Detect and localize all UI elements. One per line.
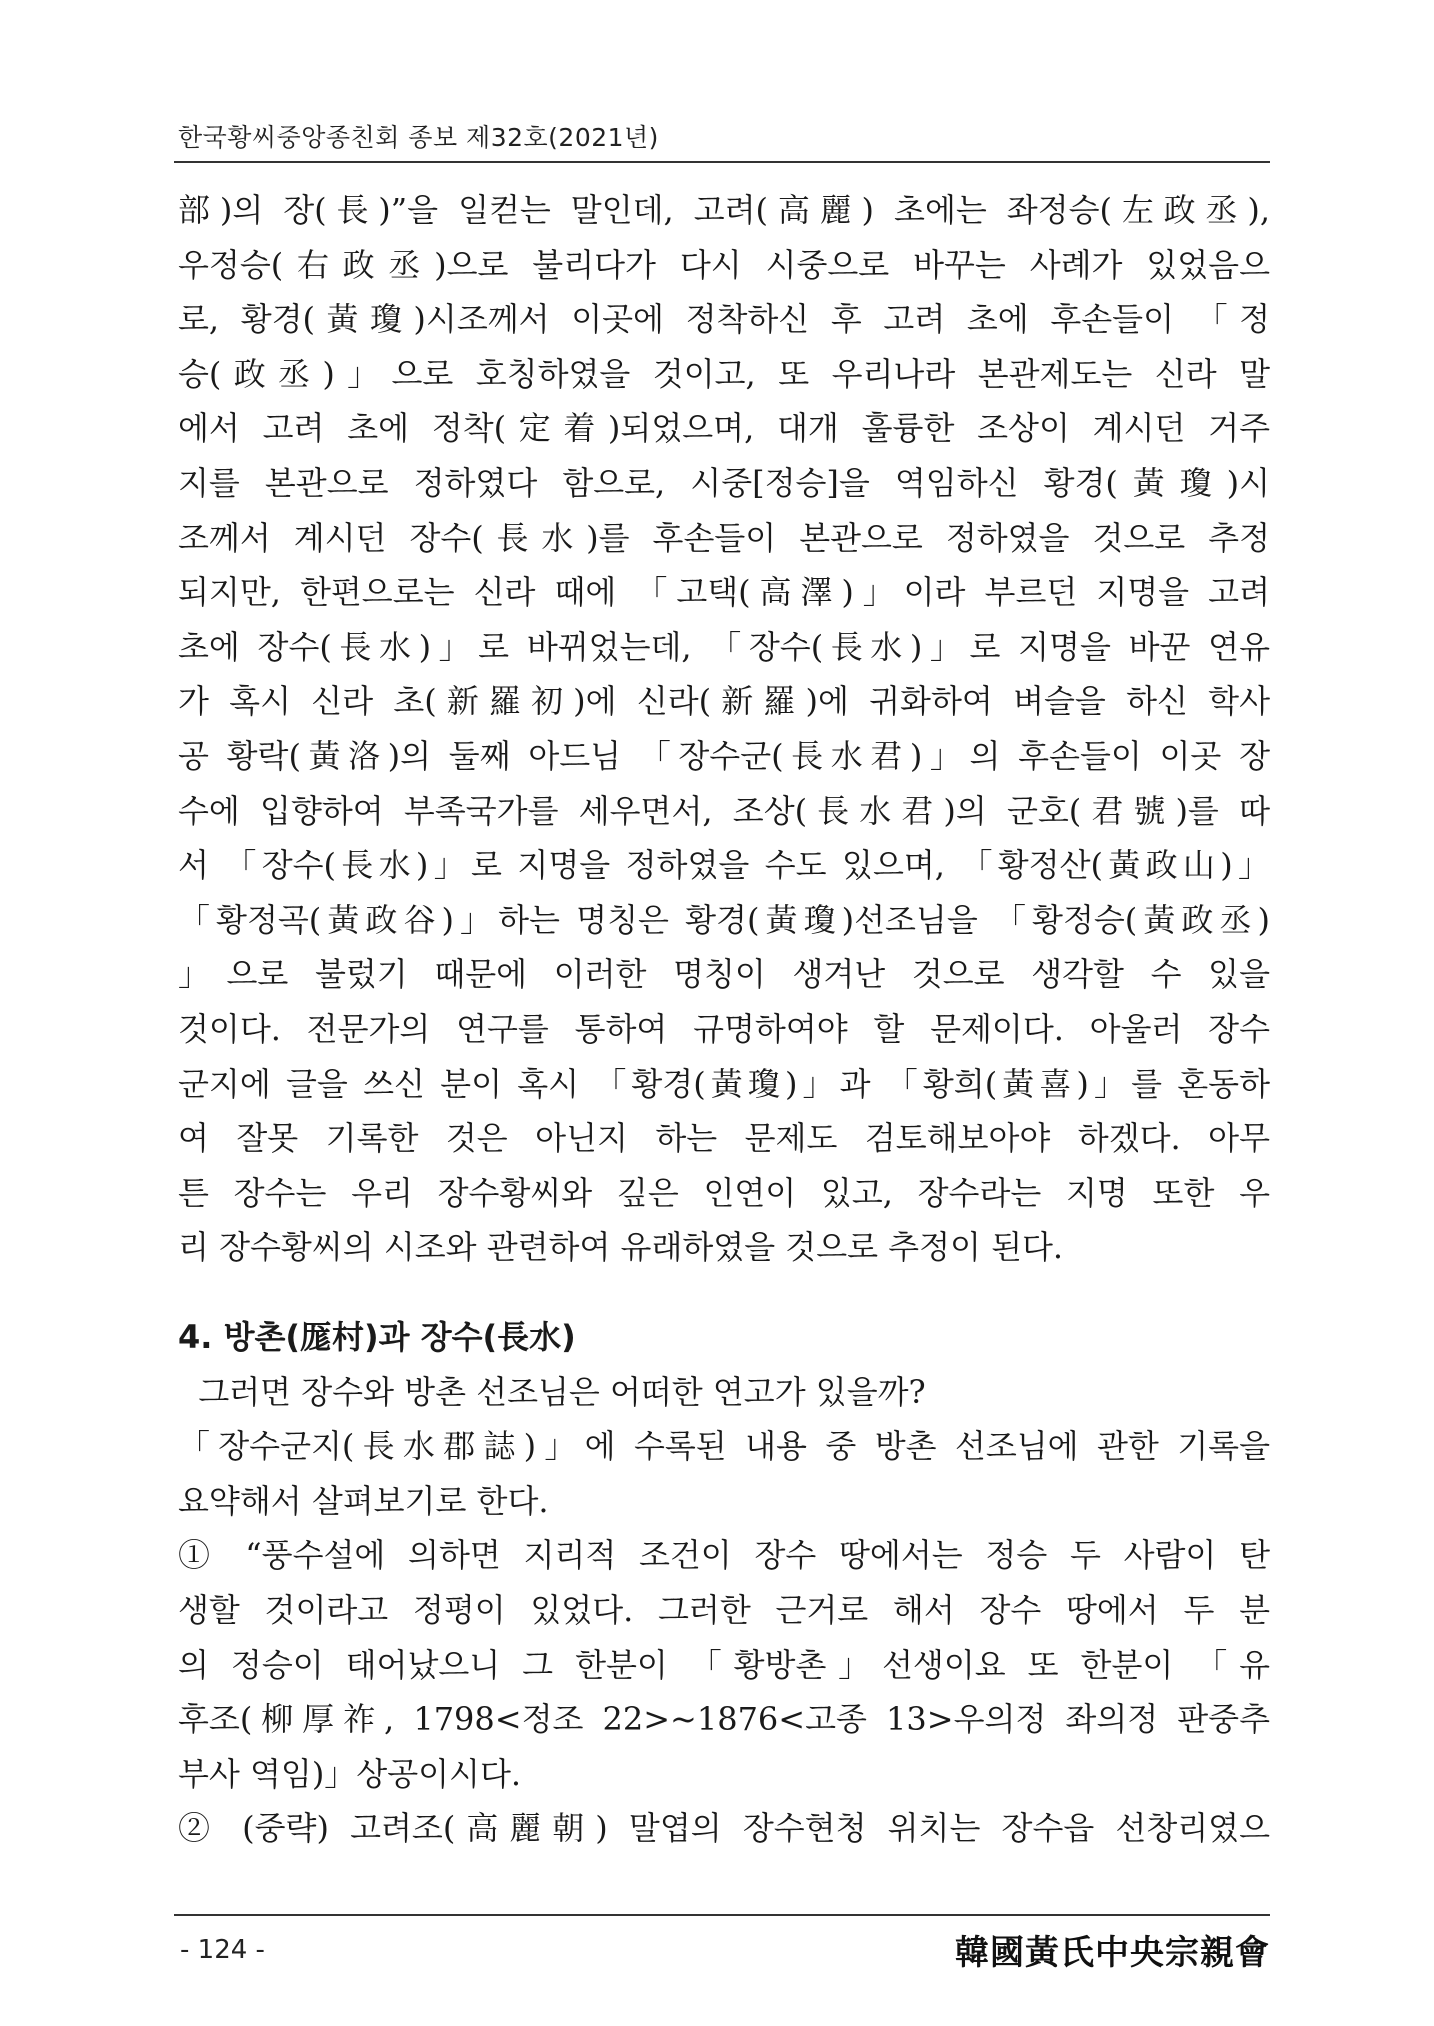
section-heading: 4. 방촌(厖村)과 장수(長水): [178, 1318, 576, 1356]
body-line: 공 황락(黃洛)의 둘째 아드님 「장수군(長水君)」의 후손들이 이곳 장: [178, 736, 1270, 775]
body-line: 조께서 계시던 장수(長水)를 후손들이 본관으로 정하였을 것으로 추정: [178, 518, 1270, 557]
body-line: 우정승(右政丞)으로 불리다가 다시 시중으로 바꾸는 사례가 있었음으: [178, 245, 1270, 284]
body-line: 수에 입향하여 부족국가를 세우면서, 조상(長水君)의 군호(君號)를 따: [178, 791, 1270, 830]
section-line: 후조(柳厚祚, 1798<정조 22>~1876<고종 13>우의정 좌의정 판중추: [178, 1700, 1270, 1739]
section-line: 「장수군지(長水郡誌)」에 수록된 내용 중 방촌 선조님에 관한 기록을: [178, 1427, 1270, 1466]
section-line: 의 정승이 태어났으니 그 한분이 「황방촌」선생이요 또 한분이 「유: [178, 1645, 1270, 1684]
section-line: 요약해서 살펴보기로 한다.: [178, 1481, 549, 1520]
publisher-logo: 韓國黃氏中央宗親會: [955, 1933, 1270, 1973]
body-line: 승(政丞)」으로 호칭하였을 것이고, 또 우리나라 본관제도는 신라 말: [178, 354, 1270, 393]
body-line: 되지만, 한편으로는 신라 때에 「고택(高澤)」이라 부르던 지명을 고려: [178, 573, 1270, 612]
header-divider: [174, 161, 1270, 163]
section-line: 생할 것이라고 정평이 있었다. 그러한 근거로 해서 장수 땅에서 두 분: [178, 1590, 1270, 1629]
running-header: 한국황씨중앙종친회 종보 제32호(2021년): [178, 123, 659, 152]
section-line: 부사 역임)」상공이시다.: [178, 1754, 522, 1793]
section-line: ① “풍수설에 의하면 지리적 조건이 장수 땅에서는 정승 두 사람이 탄: [178, 1536, 1270, 1575]
body-line: 서 「장수(長水)」로 지명을 정하였을 수도 있으며, 「황정산(黃政山)」: [178, 846, 1270, 885]
body-line: 에서 고려 초에 정착(定着)되었으며, 대개 훌륭한 조상이 계시던 거주: [178, 409, 1270, 448]
footer-divider: [174, 1914, 1270, 1916]
body-line: 여 잘못 기록한 것은 아닌지 하는 문제도 검토해보아야 하겠다. 아무: [178, 1119, 1270, 1158]
body-paragraph: [178, 183, 1270, 1275]
body-line: 部)의 장(長)”을 일컫는 말인데, 고려(高麗) 초에는 좌정승(左政丞),: [178, 191, 1270, 229]
body-line: 초에 장수(長水)」로 바뀌었는데, 「장수(長水)」로 지명을 바꾼 연유: [178, 627, 1270, 666]
body-line: 리 장수황씨의 시조와 관련하여 유래하였을 것으로 추정이 된다.: [178, 1228, 1064, 1267]
section-line: ② (중략) 고려조(高麗朝) 말엽의 장수현청 위치는 장수읍 선창리였으: [178, 1809, 1270, 1848]
body-line: 군지에 글을 쓰신 분이 혹시 「황경(黃瓊)」과 「황희(黃喜)」를 혼동하: [178, 1064, 1270, 1103]
section-line: 그러면 장수와 방촌 선조님은 어떠한 연고가 있을까?: [178, 1372, 926, 1411]
page-number: - 124 -: [180, 1935, 265, 1965]
body-line: 가 혹시 신라 초(新羅初)에 신라(新羅)에 귀화하여 벼슬을 하신 학사: [178, 682, 1270, 721]
body-line: 로, 황경(黃瓊)시조께서 이곳에 정착하신 후 고려 초에 후손들이 「정: [178, 300, 1270, 339]
section-4: [178, 1310, 1270, 1856]
body-line: 」으로 불렀기 때문에 이러한 명칭이 생겨난 것으로 생각할 수 있을: [178, 955, 1270, 994]
body-line: 「황정곡(黃政谷)」하는 명칭은 황경(黃瓊)선조님을 「황정승(黃政丞): [178, 900, 1270, 939]
body-line: 지를 본관으로 정하였다 함으로, 시중[정승]을 역임하신 황경(黃瓊)시: [178, 463, 1270, 502]
body-line: 것이다. 전문가의 연구를 통하여 규명하여야 할 문제이다. 아울러 장수: [178, 1009, 1270, 1048]
body-line: 튼 장수는 우리 장수황씨와 깊은 인연이 있고, 장수라는 지명 또한 우: [178, 1173, 1270, 1212]
